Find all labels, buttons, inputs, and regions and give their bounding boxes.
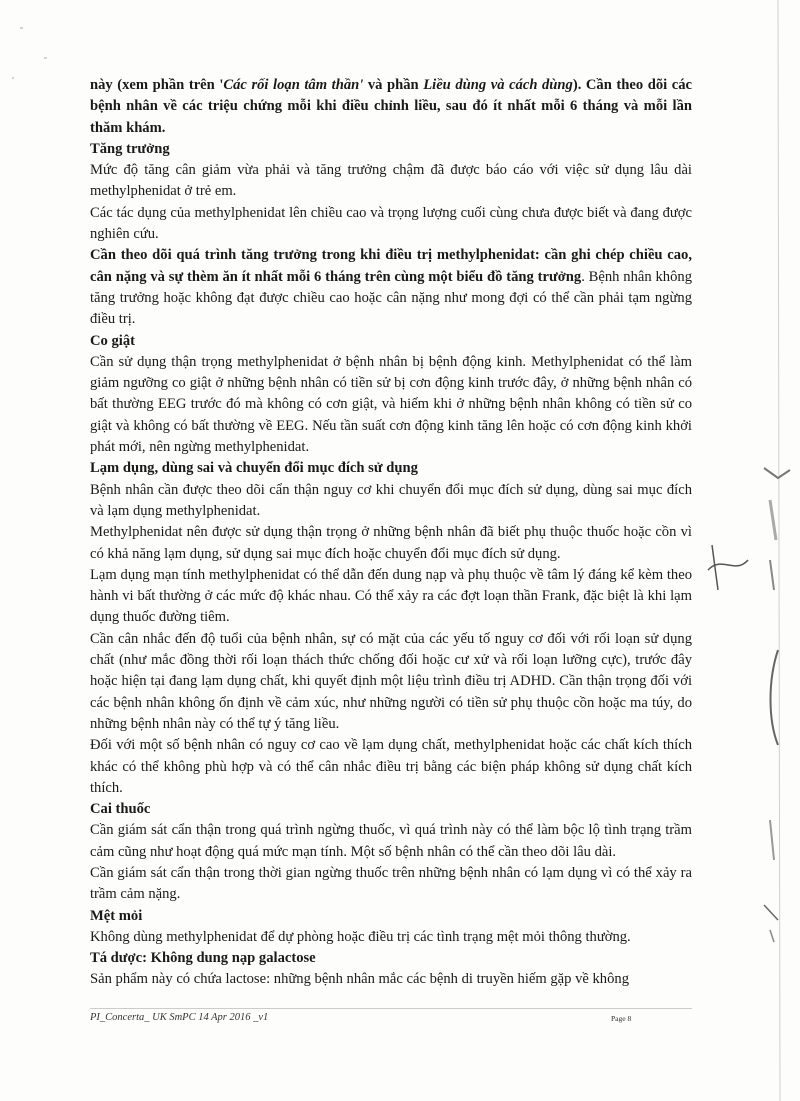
body-paragraph [90,735,692,799]
body-paragraph [90,245,692,330]
section-heading: Mệt mỏi [90,907,143,924]
text-run: Cần giám sát cẩn thận trong quá trình ngừng thuốc, vì quá trình này có thể làm bộc lộ tình trạng trầm cảm cũng như hoạt động quá mức mạn tính. Một số bệnh nhân có thể cần theo dõi lâu dài. [90,822,692,860]
body-paragraph [90,75,692,139]
body-paragraph [90,820,692,863]
footer-document-id: PI_Concerta_ UK SmPC 14 Apr 2016 _v1 [90,1012,269,1023]
footer-divider [90,1008,692,1009]
document-body [90,75,692,991]
body-paragraph [90,863,692,906]
text-run: Bệnh nhân cần được theo dõi cẩn thận nguy cơ khi chuyển đổi mục đích sử dụng, dùng sai mục đích và lạm dụng methylphenidat. [90,481,692,519]
text-run: Sản phẩm này có chứa lactose: những bệnh nhân mắc các bệnh di truyền hiếm gặp về không [90,971,629,988]
footer-page-number: Page 8 [611,1014,632,1023]
body-paragraph [90,203,692,246]
text-run: Mức độ tăng cân giảm vừa phải và tăng trưởng chậm đã được báo cáo với việc sử dụng lâu dài methylphenidat ở trẻ em. [90,162,692,200]
body-paragraph [90,160,692,203]
text-run: Các rối loạn tâm thần' [223,77,364,93]
text-run: Các tác dụng của methylphenidat lên chiều cao và trọng lượng cuối cùng chưa được biết và đang được nghiên cứu. [90,204,692,243]
text-run: Liều dùng và cách dùng [423,77,573,93]
body-paragraph [90,565,692,629]
text-run: và phần [363,77,424,93]
text-run: Cần giám sát cẩn thận trong thời gian ngừng thuốc trên những bệnh nhân có lạm dụng vì có thể xảy ra trầm cảm nặng. [90,864,692,903]
text-run: Đối với một số bệnh nhân có nguy cơ cao về lạm dụng chất, methylphenidat hoặc các chất kích thích khác có thể không phù hợp và có thể cân nhắc điều trị bằng các biện pháp không sử dụng chất kích thích. [90,737,692,796]
body-paragraph [90,480,692,523]
text-run: Lạm dụng mạn tính methylphenidat có thể dẫn đến dung nạp và phụ thuộc về tâm lý đáng kể kèm theo hành vi bất thường ở các mức độ khác nhau. Có thể xảy ra các đợt loạn thần Frank, đặc biệt là khi lạm dụng thuốc đường tiêm. [90,566,692,626]
section-heading: Cai thuốc [90,801,151,818]
body-paragraph [90,352,692,458]
section-heading: Tá dược: Không dung nạp galactose [90,950,316,967]
section-heading: Tăng trưởng [90,140,170,157]
section-heading: Co giật [90,332,135,349]
body-paragraph [90,522,692,565]
text-run: Cần theo dõi quá trình tăng trưởng trong khi điều trị methylphenidat: cần ghi chép chiều cao, cân nặng và sự thèm ăn ít nhất mỗi 6 tháng trên cùng một biểu đồ tăng trưởng [90,247,692,285]
section-heading: Lạm dụng, dùng sai và chuyển đổi mục đích sử dụng [90,460,418,477]
text-run: Cần cân nhắc đến độ tuổi của bệnh nhân, sự có mặt của các yếu tố nguy cơ đối với rối loạn sử dụng chất (như mắc đồng thời rối loạn thách thức chống đối hoặc cư xử và rối loạn lưỡng cực), trước đây hoặc hiện tại đang lạm dụng chất, khi quyết định một liệu trình điều trị ADHD. Cần thận trọng đối với các bệnh nhân không ổn định về cảm xúc, như những người có tiền sử phụ thuộc cồn hoặc ma túy, do những bệnh nhân này có thể tự ý tăng liều. [90,630,692,732]
body-paragraph [90,629,692,735]
body-paragraph [90,927,692,948]
text-run: . Bệnh nhân không tăng trưởng hoặc không đạt được chiều cao hoặc cân nặng như mong đợi có thể cần phải tạm ngừng điều trị. [90,268,692,328]
text-run: Methylphenidat nên được sử dụng thận trọng ở những bệnh nhân đã biết phụ thuộc thuốc hoặc cồn vì có khả năng lạm dụng, sử dụng sai mục đích hoặc chuyển đổi mục đích sử dụng. [90,524,692,562]
text-run: ). Cần theo dõi các bệnh nhân về các triệu chứng mỗi khi điều chỉnh liều, sau đó ít nhất mỗi 6 tháng và mỗi lần thăm khám. [90,77,693,136]
text-run: này (xem phần trên ' [90,77,224,93]
text-run: Cần sử dụng thận trọng methylphenidat ở bệnh nhân bị bệnh động kinh. Methylphenidat có thể làm giảm ngưỡng co giật ở những bệnh nhân có tiền sử bị cơn động kinh trước đây, ở những bệnh nhân có bất thường EEG trước đó mà không có cơn giật, và hiếm khi ở những bệnh nhân không có tiền sử co giật và không có bất thường về EEG. Nếu tần suất cơn động kinh tăng lên hoặc có cơn động kinh khởi phát mới, nên ngừng methylphenidat. [90,353,692,456]
body-paragraph [90,969,692,990]
text-run: Không dùng methylphenidat để dự phòng hoặc điều trị các tình trạng mệt mỏi thông thường. [90,928,631,945]
